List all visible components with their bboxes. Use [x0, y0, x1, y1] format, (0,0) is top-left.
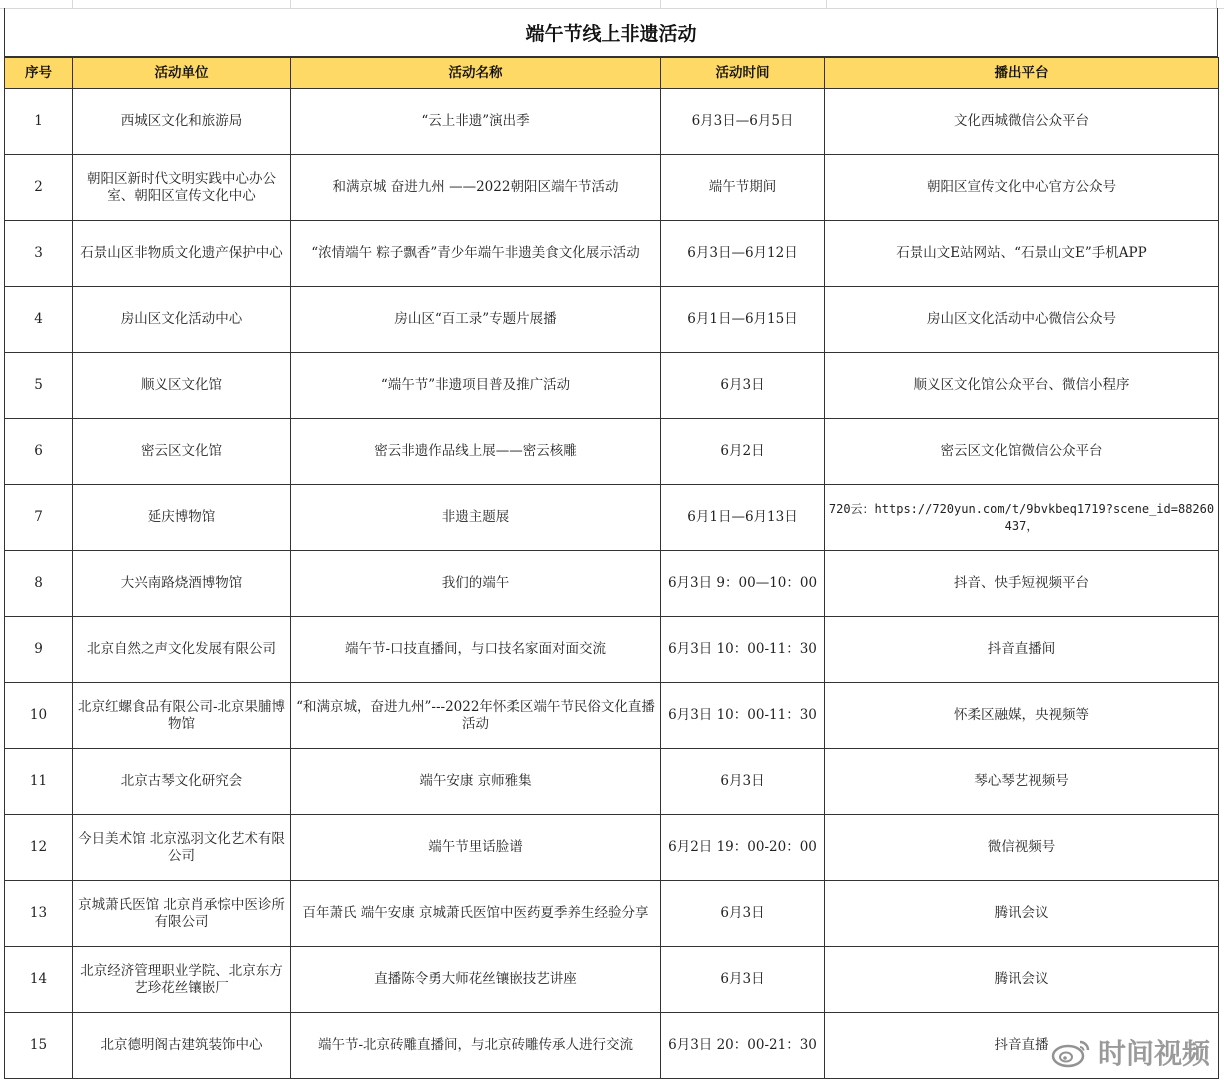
activity-name-cell[interactable]: “和满京城，奋进九州”---2022年怀柔区端午节民俗文化直播活动: [291, 683, 661, 749]
organizer-cell[interactable]: 石景山区非物质文化遗产保护中心: [73, 221, 291, 287]
platform-cell[interactable]: 顺义区文化馆公众平台、微信小程序: [825, 353, 1219, 419]
platform-cell[interactable]: 抖音直播间: [825, 617, 1219, 683]
organizer-cell[interactable]: 延庆博物馆: [73, 485, 291, 551]
organizer-cell[interactable]: 北京德明阁古建筑装饰中心: [73, 1013, 291, 1079]
activity-time-cell[interactable]: 6月3日: [661, 947, 825, 1013]
row-number-cell[interactable]: 14: [5, 947, 73, 1013]
activity-name-cell[interactable]: 端午节里话脸谱: [291, 815, 661, 881]
sheet-title: 端午节线上非遗活动: [4, 8, 1218, 57]
organizer-cell[interactable]: 朝阳区新时代文明实践中心办公室、朝阳区宣传文化中心: [73, 155, 291, 221]
activity-name-cell[interactable]: 端午节-口技直播间，与口技名家面对面交流: [291, 617, 661, 683]
row-number-cell[interactable]: 12: [5, 815, 73, 881]
organizer-cell[interactable]: 北京古琴文化研究会: [73, 749, 291, 815]
table-row: [5, 485, 1219, 551]
activity-time-cell[interactable]: 6月2日: [661, 419, 825, 485]
activity-name-cell[interactable]: 房山区“百工录”专题片展播: [291, 287, 661, 353]
organizer-cell[interactable]: 大兴南路烧酒博物馆: [73, 551, 291, 617]
row-number-cell[interactable]: 1: [5, 89, 73, 155]
organizer-cell[interactable]: 北京经济管理职业学院、北京东方艺珍花丝镶嵌厂: [73, 947, 291, 1013]
activity-time-cell[interactable]: 6月3日 10：00-11：30: [661, 683, 825, 749]
row-number-cell[interactable]: 9: [5, 617, 73, 683]
watermark-text: 时间视频: [1097, 1037, 1210, 1070]
row-number-cell[interactable]: 6: [5, 419, 73, 485]
organizer-cell[interactable]: 京城萧氏医馆 北京肖承悰中医诊所有限公司: [73, 881, 291, 947]
row-number-cell[interactable]: 2: [5, 155, 73, 221]
activity-name-cell[interactable]: 密云非遗作品线上展——密云核雕: [291, 419, 661, 485]
activity-time-cell[interactable]: 6月1日—6月13日: [661, 485, 825, 551]
organizer-cell[interactable]: 今日美术馆 北京泓羽文化艺术有限公司: [73, 815, 291, 881]
activity-name-cell[interactable]: 我们的端午: [291, 551, 661, 617]
activity-time-cell[interactable]: 6月1日—6月15日: [661, 287, 825, 353]
organizer-cell[interactable]: 北京红螺食品有限公司-北京果脯博物馆: [73, 683, 291, 749]
platform-cell[interactable]: 微信视频号: [825, 815, 1219, 881]
activity-name-cell[interactable]: 直播陈令勇大师花丝镶嵌技艺讲座: [291, 947, 661, 1013]
row-number-cell[interactable]: 5: [5, 353, 73, 419]
row-number-cell[interactable]: 15: [5, 1013, 73, 1079]
activity-name-cell[interactable]: “浓情端午 粽子飘香”青少年端午非遗美食文化展示活动: [291, 221, 661, 287]
row-number-cell[interactable]: 11: [5, 749, 73, 815]
header-cell[interactable]: 活动时间: [661, 58, 825, 89]
platform-cell[interactable]: 密云区文化馆微信公众平台: [825, 419, 1219, 485]
row-number-cell[interactable]: 8: [5, 551, 73, 617]
platform-cell[interactable]: 720云：https://720yun.com/t/9bvkbeq1719?scene_id=88260437，: [825, 485, 1219, 551]
table-row: [5, 617, 1219, 683]
activity-table: [4, 57, 1219, 1079]
row-number-cell[interactable]: 4: [5, 287, 73, 353]
header-row: [5, 58, 1219, 89]
organizer-cell[interactable]: 房山区文化活动中心: [73, 287, 291, 353]
table-row: [5, 353, 1219, 419]
header-cell[interactable]: 播出平台: [825, 58, 1219, 89]
table-row: [5, 1013, 1219, 1079]
activity-time-cell[interactable]: 6月2日 19：00-20：00: [661, 815, 825, 881]
table-row: [5, 287, 1219, 353]
watermark: [1050, 1032, 1210, 1072]
platform-cell[interactable]: 琴心琴艺视频号: [825, 749, 1219, 815]
row-number-cell[interactable]: 10: [5, 683, 73, 749]
organizer-cell[interactable]: 密云区文化馆: [73, 419, 291, 485]
table-row: [5, 155, 1219, 221]
platform-cell[interactable]: 抖音、快手短视频平台: [825, 551, 1219, 617]
table-row: [5, 683, 1219, 749]
activity-time-cell[interactable]: 6月3日—6月12日: [661, 221, 825, 287]
platform-cell[interactable]: 抖音直播: [825, 1013, 1219, 1079]
weibo-icon: [1050, 1036, 1092, 1068]
activity-name-cell[interactable]: “云上非遗”演出季: [291, 89, 661, 155]
activity-name-cell[interactable]: 和满京城 奋进九州 ——2022朝阳区端午节活动: [291, 155, 661, 221]
table-row: [5, 419, 1219, 485]
table-body: [5, 89, 1219, 1079]
activity-time-cell[interactable]: 6月3日 9：00—10：00: [661, 551, 825, 617]
activity-time-cell[interactable]: 6月3日 20：00-21：30: [661, 1013, 825, 1079]
activity-name-cell[interactable]: 端午节-北京砖雕直播间，与北京砖雕传承人进行交流: [291, 1013, 661, 1079]
activity-time-cell[interactable]: 6月3日: [661, 749, 825, 815]
table-row: [5, 551, 1219, 617]
activity-time-cell[interactable]: 端午节期间: [661, 155, 825, 221]
activity-time-cell[interactable]: 6月3日 10：00-11：30: [661, 617, 825, 683]
table-row: [5, 749, 1219, 815]
table-row: [5, 881, 1219, 947]
row-number-cell[interactable]: 13: [5, 881, 73, 947]
table-row: [5, 815, 1219, 881]
activity-name-cell[interactable]: “端午节”非遗项目普及推广活动: [291, 353, 661, 419]
platform-cell[interactable]: 石景山文E站网站、“石景山文E”手机APP: [825, 221, 1219, 287]
platform-cell[interactable]: 腾讯会议: [825, 881, 1219, 947]
row-number-cell[interactable]: 3: [5, 221, 73, 287]
activity-name-cell[interactable]: 百年萧氏 端午安康 京城萧氏医馆中医药夏季养生经验分享: [291, 881, 661, 947]
table-row: [5, 221, 1219, 287]
platform-cell[interactable]: 怀柔区融媒，央视频等: [825, 683, 1219, 749]
activity-name-cell[interactable]: 非遗主题展: [291, 485, 661, 551]
table-row: [5, 89, 1219, 155]
row-number-cell[interactable]: 7: [5, 485, 73, 551]
organizer-cell[interactable]: 北京自然之声文化发展有限公司: [73, 617, 291, 683]
activity-name-cell[interactable]: 端午安康 京师雅集: [291, 749, 661, 815]
organizer-cell[interactable]: 顺义区文化馆: [73, 353, 291, 419]
header-cell[interactable]: 活动名称: [291, 58, 661, 89]
activity-time-cell[interactable]: 6月3日—6月5日: [661, 89, 825, 155]
platform-cell[interactable]: 房山区文化活动中心微信公众号: [825, 287, 1219, 353]
platform-cell[interactable]: 朝阳区宣传文化中心官方公众号: [825, 155, 1219, 221]
platform-cell[interactable]: 文化西城微信公众平台: [825, 89, 1219, 155]
platform-cell[interactable]: 腾讯会议: [825, 947, 1219, 1013]
spreadsheet: [4, 8, 1218, 1079]
activity-time-cell[interactable]: 6月3日: [661, 881, 825, 947]
organizer-cell[interactable]: 西城区文化和旅游局: [73, 89, 291, 155]
activity-time-cell[interactable]: 6月3日: [661, 353, 825, 419]
table-row: [5, 947, 1219, 1013]
header-cell[interactable]: 活动单位: [73, 58, 291, 89]
header-cell[interactable]: 序号: [5, 58, 73, 89]
